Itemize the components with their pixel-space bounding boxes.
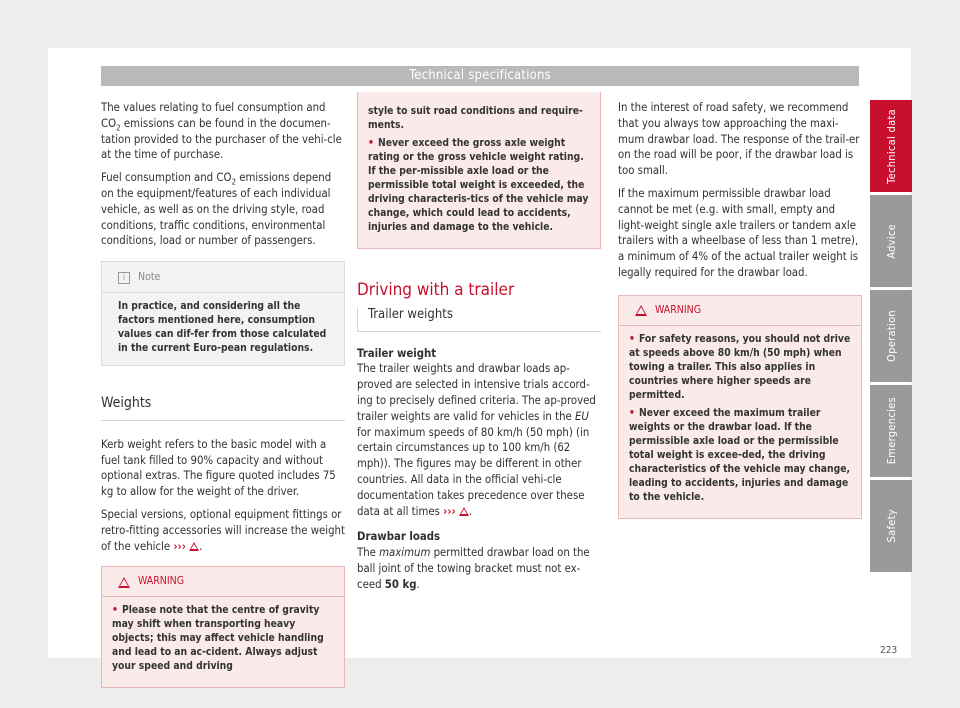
note-label: Note [138, 271, 161, 284]
column-1 [101, 100, 345, 688]
warning-label: WARNING [655, 303, 702, 316]
warning-box-weights [101, 566, 345, 688]
warning-continued-text: style to suit road conditions and require-ments. [368, 105, 583, 131]
tab-technical-data[interactable]: Technical data [870, 100, 912, 192]
warning-box-continued [357, 92, 601, 249]
note-box [101, 261, 345, 366]
reference-arrows[interactable]: ››› [443, 504, 456, 518]
tab-emergencies[interactable]: Emergencies [870, 385, 912, 477]
fuel-consumption-paragraph: The values relating to fuel consumption and $CO_2$ emissions can be found in the documen-tation provided to the purchaser of the vehi-cle at the time of purchase. [101, 101, 342, 162]
warning-item: • Please note that the centre of gravity may shift when transporting heavy objects; this may affect vehicle handling and lead to an ac-cident. Always adjust your speed and driving [112, 604, 324, 673]
column-3 [618, 100, 862, 519]
info-icon: i [118, 272, 130, 284]
warning-triangle-icon [118, 577, 130, 588]
tab-safety[interactable]: Safety [870, 480, 912, 572]
trailer-weight-paragraph: Trailer weight The trailer weights and drawbar loads ap-proved are selected in intensive trials accord-ing to precisely defined criteria. The ap-proved trailer weights are valid for vehicles in the EU for maximum speeds of 80 km/h (50 mph) (in certain circumstances up to 100 km/h (62 mph)). The figures may be different in other countries. All data in the official vehi-cle documentation takes precedence over these data at all times ››› . [357, 346, 601, 520]
minimum-drawbar-paragraph: If the maximum permissible drawbar load cannot be met (e.g. with small, empty and light-weight single axle trailers or tandem axle trailers with a wheelbase of less than 1 metre), a minimum of 4% of the actual trailer weight is legally required for the drawbar load. [618, 186, 859, 279]
warning-triangle-icon [635, 305, 647, 316]
warning-item: • Never exceed the maximum trailer weights or the drawbar load. If the permissible axle load or the permissible total weight is excee-ded, the driving characteristics of the vehicle may change, leading to accidents, injuries and damage to the vehicle. [629, 406, 851, 503]
warning-header [102, 567, 344, 597]
special-versions-paragraph: Special versions, optional equipment fittings or retro-fitting accessories will increase the weight of the vehicle ››› . [101, 507, 345, 553]
bullet-icon: • [629, 406, 635, 419]
warning-box-trailer [618, 295, 862, 519]
road-safety-paragraph: In the interest of road safety, we recommend that you always tow approaching the maxi-mum drawbar load. The response of the trail-er on the road will be poor, if the drawbar load is too small. [618, 101, 860, 178]
trailer-weight-label: Trailer weight [357, 346, 437, 360]
tab-advice[interactable]: Advice [870, 195, 912, 287]
weights-heading: Weights [101, 396, 345, 421]
emissions-paragraph: Fuel consumption and $CO_2$ emissions depend on the equipment/features of each individual vehicle, as well as on the driving style, road conditions, traffic conditions, environmental conditions, load or number of passengers. [101, 171, 332, 248]
column-2 [357, 92, 601, 600]
note-text: In practice, and considering all the factors mentioned here, consumption values can dif-fer from those calculated in the current Euro-pean regulations. [118, 299, 327, 354]
drawbar-loads-paragraph: Drawbar loads The maximum permitted drawbar load on the ball joint of the towing bracket must not ex-ceed 50 kg. [357, 529, 601, 592]
bullet-icon: • [629, 332, 635, 345]
page-number: 223 [880, 645, 898, 656]
bullet-icon: • [368, 137, 374, 149]
warning-label: WARNING [138, 575, 185, 588]
warning-triangle-icon [189, 542, 199, 551]
reference-arrows[interactable]: ››› [173, 539, 186, 553]
trailer-weights-subheading: Trailer weights [357, 307, 601, 332]
tab-operation[interactable]: Operation [870, 290, 912, 382]
section-tabs [870, 100, 912, 575]
warning-item: • For safety reasons, you should not drive at speeds above 80 km/h (50 mph) when towing a trailer. This also applies in countries where higher speeds are permitted. [629, 332, 851, 401]
kerb-weight-paragraph: Kerb weight refers to the basic model with a fuel tank filled to 90% capacity and without optional extras. The figure quoted includes 75 kg to allow for the weight of the driver. [101, 437, 336, 499]
warning-header [619, 296, 861, 326]
bullet-icon: • [112, 604, 118, 617]
warning-triangle-icon [459, 507, 469, 516]
warning-item: • Never exceed the gross axle weight rating or the gross vehicle weight rating. If the per-missible axle load or the permissible total weight is exceeded, the driving characteris-tics of the vehicle may change, which could lead to accidents, injuries and damage to the vehicle. [368, 137, 589, 233]
drawbar-loads-label: Drawbar loads [357, 530, 441, 544]
driving-with-trailer-heading: Driving with a trailer [357, 280, 515, 300]
page-header: Technical specifications [101, 66, 859, 86]
note-header [102, 270, 344, 293]
